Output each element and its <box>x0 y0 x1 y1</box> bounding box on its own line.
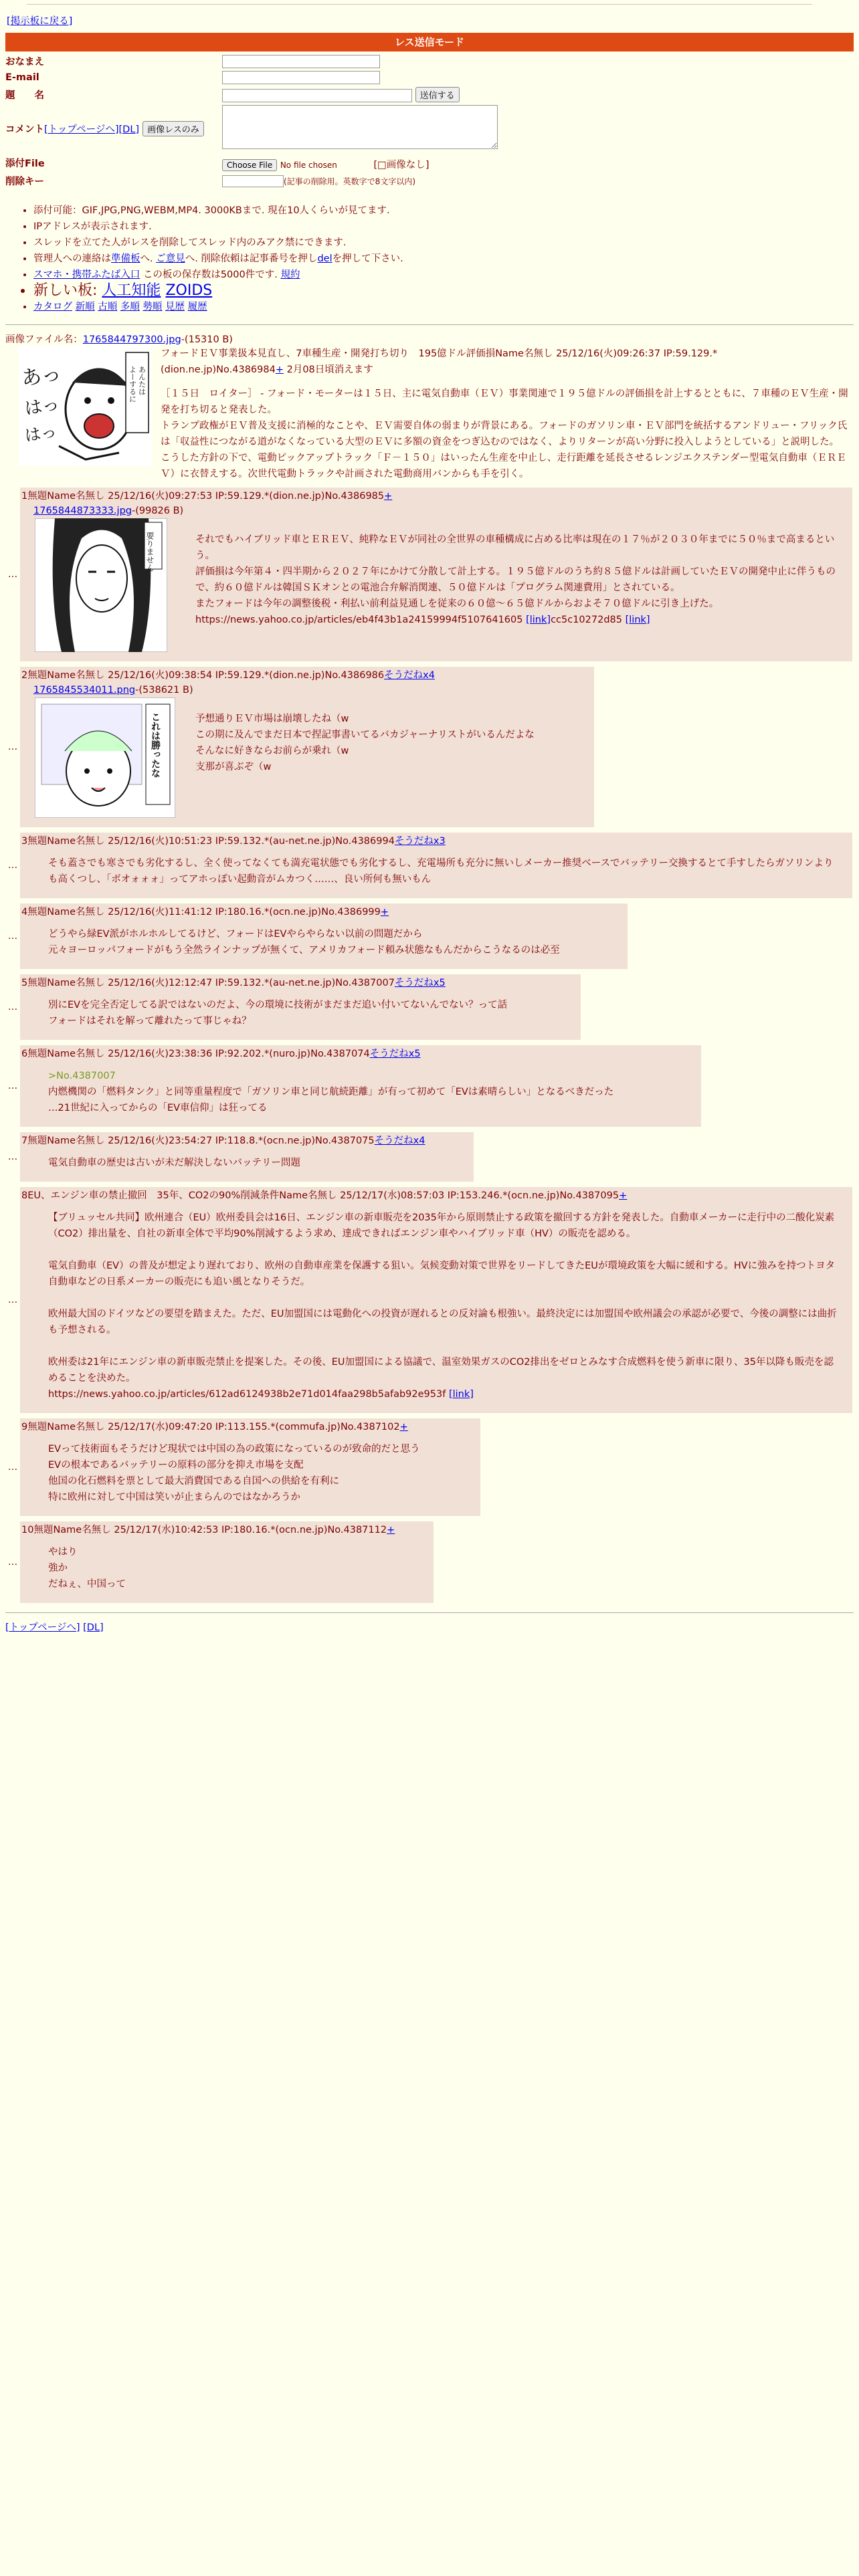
delete-key-note: (記事の削除用。英数字で8文字以内) <box>284 177 415 186</box>
reply-date: 25/12/16(火)09:27:53 <box>108 491 213 502</box>
reply-body <box>195 711 579 775</box>
reply-number: 2 <box>21 670 28 681</box>
reply-url-link[interactable]: [link] <box>526 615 551 625</box>
reply-url-tail: cc5c10272d85 <box>551 615 622 625</box>
reply-text: 内燃機関の「燃料タンク」と同等重量程度で「ガソリン車と同じ航続距離」が有って初めて「EVは素晴らしい」となるべきだった …21世紀に入ってからの「EV車信仰」は狂ってる <box>48 1087 614 1113</box>
reply-dots: … <box>7 569 18 580</box>
reply-no[interactable]: No.4386994 <box>335 836 395 847</box>
reply-mode-bar: レス送信モード <box>5 33 854 51</box>
reply-no[interactable]: No.4387102 <box>340 1422 400 1432</box>
reply-4 <box>20 903 628 969</box>
reply-2 <box>20 667 594 827</box>
reply-7 <box>20 1132 474 1182</box>
reply-text: 別にEVを完全否定してる訳ではないのだよ、今の環境に技術がまだまだ追い付いてないんでない？って話 フォードはそれを解って離れたって事じゃね？ <box>48 1000 508 1027</box>
sort-links <box>33 299 854 315</box>
op-file-link[interactable]: 1765844797300.jpg <box>82 334 181 345</box>
reply-ip: IP:180.16.*(ocn.ne.jp) <box>221 1525 328 1535</box>
image-reply-only-button[interactable]: 画像レスのみ <box>142 121 204 136</box>
reply-body <box>48 1155 459 1171</box>
reply-dots: … <box>7 1002 18 1012</box>
history-link[interactable]: 履歴 <box>187 302 207 312</box>
reply-name: 無題Name名無し <box>27 491 105 502</box>
reply-number: 3 <box>21 836 28 847</box>
reply-no[interactable]: No.4387075 <box>314 1136 375 1146</box>
reply-file-size: -(538621 B) <box>135 685 193 695</box>
note-contact-text: 管理人への連絡は <box>33 253 111 264</box>
reply-number: 10 <box>21 1525 34 1535</box>
reply-no[interactable]: No.4386986 <box>324 670 385 681</box>
reply-body <box>195 532 838 628</box>
reply-name: 無題Name名無し <box>27 836 105 847</box>
board-link-zoids[interactable]: ZOIDS <box>165 282 213 299</box>
reply-3 <box>20 833 852 898</box>
reply-ip: IP:180.16.*(ocn.ne.jp) <box>215 907 322 918</box>
reply-dots: … <box>7 742 18 752</box>
op-host-line: (dion.ne.jp)No.4386984 <box>161 364 276 375</box>
back-to-board <box>7 13 854 27</box>
top-page-link[interactable]: [トップページへ] <box>44 124 119 135</box>
svg-text:これは勝ったな: これは勝ったな <box>150 712 161 778</box>
reply-file-size: -(99826 B) <box>131 506 184 516</box>
footer-top-link[interactable]: [トップページへ] <box>5 1622 80 1633</box>
reply-6 <box>20 1045 701 1127</box>
sort-old-link[interactable]: 古順 <box>98 302 118 312</box>
reply-dots: … <box>7 860 18 871</box>
footer-dl-link[interactable]: [DL] <box>83 1622 104 1633</box>
reply-no[interactable]: No.4386985 <box>324 491 385 502</box>
no-image-checkbox[interactable]: □画像なし <box>377 160 425 171</box>
op-file-line <box>5 332 854 346</box>
reply-ip: IP:59.132.*(au-net.ne.jp) <box>215 978 336 988</box>
new-boards-label: 新しい板: <box>33 282 98 299</box>
new-boards <box>33 283 854 299</box>
reply-no[interactable]: No.4387007 <box>335 978 395 988</box>
reply-text: 【ブリュッセル共同】欧州連合（EU）欧州委員会は16日、エンジン車の新車販売を2035年から原則禁止する政策を撤回する方針を発表した。自動車メーカーに走行中の二酸化炭素（CO2）排出量を、自社の新車全体で平均90%削減するよう求め、達成できればエンジン車やハイブリッド車（HV）の販売を認める。 電気自動車（EV）の普及が想定より遅れており、欧州の自動車産業を保護する狙い。気候変動対策で世界をリードしてきたEUが環境政策を大幅に緩和する。HVに強みを持つトヨタ自動車などの日系メーカーの販売にも追い風となりそうだ。 欧州最大国のドイツなどの要望を踏まえた。ただ、EU加盟国には電動化への投資が遅れるとの反対論も根強い。最終決定には加盟国や欧州議会の承認が必要で、今後の調整には曲折も予想される。 欧州委は21年にエンジン車の新車販売禁止を提案した。その後、EU加盟国による協議で、温室効果ガスのCO2排出をゼロとみなす合成燃料を使う新車に限り、35年以降も販売を認めることを決めた。 <box>48 1212 837 1384</box>
reply-9 <box>20 1418 480 1516</box>
reply-ip: IP:118.8.*(ocn.ne.jp) <box>215 1136 315 1146</box>
reply-number: 9 <box>21 1422 28 1432</box>
no-image-bracket-close: ] <box>425 160 430 171</box>
reply-url: https://news.yahoo.co.jp/articles/612ad6124938b2e71d014faa298b5afab92e953f <box>48 1389 446 1400</box>
note-thread-ban: • スレッドを立てた人がレスを削除してスレッド内のみアク禁にできます. <box>33 235 854 251</box>
reply-8 <box>20 1187 852 1413</box>
reply-url-link[interactable]: [link] <box>448 1389 474 1400</box>
reply-no[interactable]: No.4387112 <box>327 1525 387 1535</box>
reply-number: 8 <box>21 1190 28 1201</box>
reply-number: 1 <box>21 491 28 502</box>
reply-row <box>5 488 854 661</box>
note-ip: • IPアドレスが表示されます. <box>33 219 854 235</box>
op-name-line: Name名無し 25/12/16(火)09:26:37 IP:59.129.* <box>495 348 718 359</box>
reply-date: 25/12/17(水)08:57:03 <box>340 1190 445 1201</box>
reply-body <box>48 1210 838 1402</box>
reply-dots: … <box>7 1462 18 1473</box>
reply-body <box>48 1441 466 1505</box>
svg-text:よーするに: よーするに <box>128 366 137 403</box>
reply-date: 25/12/16(火)11:41:12 <box>108 907 213 918</box>
reply-text: そも蓋さでも寒さでも劣化するし、全く使ってなくても満充電状態でも劣化するし、充電場所も充分に無いしメーカー推奨ベースでバッテリー交換するとて手すしたらガソリンよりも高くつし、「ボオォォォ」ってアホっぽい起動音がムカつく……、良い所何も無いもん <box>48 858 834 885</box>
reply-ip: IP:92.202.*(nuro.jp) <box>215 1049 311 1059</box>
reply-name: 無題Name名無し <box>27 907 105 918</box>
reply-file-link[interactable]: 1765845534011.png <box>33 685 136 695</box>
sort-new-link[interactable]: 新順 <box>75 302 95 312</box>
reply-name: EU、エンジン車の禁止撤回 35年、CO2の90%削減条件Name名無し <box>27 1190 337 1201</box>
reply-text: やはり 強か だねぇ、中国って <box>48 1547 126 1590</box>
sodane-button[interactable]: + <box>380 907 389 918</box>
reply-body <box>48 855 838 887</box>
del-link[interactable]: del <box>317 253 332 264</box>
sodane-button[interactable]: そうだねx4 <box>384 670 435 681</box>
dl-link[interactable]: [DL] <box>118 124 140 135</box>
reply-name: 無題Name名無し <box>33 1525 111 1535</box>
reply-image[interactable] <box>35 697 175 821</box>
reply-ip: IP:59.129.*(dion.ne.jp) <box>215 670 325 681</box>
reply-no[interactable]: No.4386999 <box>321 907 381 918</box>
sodane-button[interactable]: そうだねx4 <box>374 1136 425 1146</box>
subject-input[interactable] <box>222 89 412 102</box>
reply-number: 5 <box>21 978 28 988</box>
op-image[interactable] <box>19 346 151 469</box>
reply-text: それでもハイブリッド車とＥＲＥＶ、純粋なＥＶが同社の全世界の車種構成に占める比率は現在の１７％が２０３０年までに５０％まで高まるという。 評価損は今年第４・四半期から２０２７年にかけて分散して計上する。１９５億ドルのうち約８５億ドルは計画していたＥＶの開発中止に伴うもので、約６０億ドルは韓国ＳＫオンとの電池合弁解消関連、５０億ドルは「プログラム関連費用」とされている。 またフォードは今年の調整後税・利払い前利益見通しを従来の６０億～６５億ドルからおよそ７０億ドルに引き上げた。 <box>195 534 836 609</box>
reply-row <box>5 1132 854 1182</box>
op-sodane[interactable]: + <box>275 364 284 375</box>
reply-1 <box>20 488 852 661</box>
comment-label: コメント <box>5 124 44 135</box>
reply-ip: IP:59.132.*(au-net.ne.jp) <box>215 836 336 847</box>
catalog-link[interactable]: カタログ <box>33 302 72 312</box>
reply-text: EVって技術面もそうだけど現状では中国の為の政策になっているのが致命的だと思う EVの根本であるバッテリーの原料の部分を抑え市場を支配 他国の化石燃料を票として最大消費国である自国への供給を有利に 特に欧州に対して中国は笑いが止まらんのではなかろうか <box>48 1444 420 1503</box>
op-file-size: -(15310 B) <box>181 334 233 345</box>
reply-body <box>48 997 566 1029</box>
notes-list <box>5 203 854 315</box>
reply-date: 25/12/17(水)09:47:20 <box>108 1422 213 1432</box>
top-divider <box>27 4 812 5</box>
reply-row <box>5 974 854 1040</box>
note-mobile-text: この板の保存数は5000件です. <box>140 270 281 280</box>
page <box>5 12 854 1634</box>
mobile-entrance-link[interactable]: スマホ・携帯ふたば入口 <box>33 270 140 280</box>
sort-many-link[interactable]: 多順 <box>120 302 140 312</box>
board-link-ai[interactable]: 人工知能 <box>102 282 161 299</box>
note-contact-text-3: へ. 削除依頼は記事番号を押し <box>185 253 318 264</box>
reply-date: 25/12/16(火)23:54:27 <box>108 1136 213 1146</box>
sort-momentum-link[interactable]: 勢順 <box>142 302 163 312</box>
note-contact <box>33 251 854 267</box>
reply-text: 予想通りＥＶ市場は崩壊したね（w この期に及んでまだ日本で捏記事書いてるバカジャーナリストがいるんだよな そんなに好きならお前らが乗れ（w 支那が喜ぶぞ（w <box>195 714 535 772</box>
reply-dots: … <box>7 931 18 942</box>
replies <box>5 488 854 1603</box>
reply-row <box>5 667 854 827</box>
reply-no[interactable]: No.4387074 <box>310 1049 370 1059</box>
name-label: おなまえ <box>5 57 44 68</box>
reply-dots: … <box>7 1557 18 1568</box>
reply-date: 25/12/16(火)23:38:36 <box>108 1049 213 1059</box>
sodane-button[interactable]: + <box>619 1190 628 1201</box>
no-image-bracket-open: [ <box>373 160 378 171</box>
reply-row <box>5 1521 854 1603</box>
reply-5 <box>20 974 581 1040</box>
name-input[interactable] <box>222 55 380 68</box>
prep-board-link[interactable]: 準備板 <box>111 253 140 264</box>
reply-body <box>48 926 613 958</box>
reply-dots: … <box>7 1152 18 1162</box>
post-form <box>5 53 498 189</box>
reply-dots: … <box>7 1295 18 1305</box>
reply-number: 4 <box>21 907 28 918</box>
submit-button[interactable]: 送信する <box>415 87 460 102</box>
reply-ip: IP:59.129.*(dion.ne.jp) <box>215 491 325 502</box>
reply-name: 無題Name名無し <box>27 1136 105 1146</box>
reply-date: 25/12/16(火)12:12:47 <box>108 978 213 988</box>
sodane-button[interactable]: + <box>399 1422 408 1432</box>
svg-text:要りません: 要りません <box>145 532 155 572</box>
email-label: E-mail <box>5 72 39 83</box>
reply-row <box>5 1187 854 1413</box>
reply-text: どうやら緑EV派がホルホルしてるけど、フォードはEVやらやらない以前の問題だから 元々ヨーロッパフォードがもう全然ラインナップが無くて、アメリカフォード頼み状態なもんだからこうなるのは必至 <box>48 929 560 956</box>
reply-name: 無題Name名無し <box>27 978 105 988</box>
reply-row <box>5 833 854 898</box>
note-mobile <box>33 267 854 283</box>
reply-10 <box>20 1521 434 1603</box>
comment-textarea[interactable] <box>222 105 498 149</box>
reply-no[interactable]: No.4387095 <box>559 1190 619 1201</box>
reply-row <box>5 1045 854 1127</box>
note-contact-text-4: を押して下さい. <box>332 253 403 264</box>
svg-text:はっ: はっ <box>23 394 61 419</box>
rules-link[interactable]: 規約 <box>280 270 300 280</box>
reply-name: 無題Name名無し <box>27 670 105 681</box>
svg-text:あっ: あっ <box>19 362 63 391</box>
thread-divider <box>5 324 854 325</box>
reply-name: 無題Name名無し <box>27 1049 105 1059</box>
back-to-board-link[interactable]: [掲示板に戻る] <box>7 16 73 27</box>
reply-image[interactable] <box>35 518 167 655</box>
sodane-button[interactable]: そうだねx3 <box>394 836 446 847</box>
reply-url-link-2[interactable]: [link] <box>625 615 650 625</box>
op-title: フォードＥＶ事業扱本見直し、7車種生産・開発打ち切り 195億ドル評価損 <box>161 348 496 359</box>
op-body-text: ［１５日 ロイター］ - フォード・モーターは１５日、主に電気自動車（ＥＶ）事業関連で１９５億ドルの評価損を計上するとともに、７車種のＥＶ生産・開発を打ち切ると発表した。 トランプ政権がＥＶ普及支援に消極的なことや、ＥＶ需要自体の弱まりが背景にある。フォードのガソリン車・ＥＶ部門を統括するアンドリュー・フリック氏は「収益性につながる道がなくなっている大型のＥＶに多額の資金をつぎ込むのではなく、よりリターンが高い分野に投入しようとしている」と説明した。 こうした方針の下で、電動ピックアップトラック「Ｆ－１５０」はいったん生産を中止し、走行距離を延長させるレンジエクステンダー型電気自動車（ＥＲＥＶ）に衣替えする。次世代電動トラックや計画された電動商用バンからも手を引く。 <box>161 389 848 479</box>
reply-number: 6 <box>21 1049 28 1059</box>
file-label: 添付File <box>5 158 45 169</box>
op-post <box>5 332 854 482</box>
reply-body <box>48 1068 686 1116</box>
op-expiry: 2月08日頃消えます <box>283 364 373 375</box>
reply-body <box>48 1544 419 1592</box>
reply-date: 25/12/17(水)10:42:53 <box>114 1525 219 1535</box>
reply-number: 7 <box>21 1136 28 1146</box>
footer <box>5 1612 854 1634</box>
reply-file-link[interactable]: 1765844873333.jpg <box>33 506 132 516</box>
email-input[interactable] <box>222 71 380 84</box>
reply-ip: IP:153.246.*(ocn.ne.jp) <box>447 1190 560 1201</box>
feedback-link[interactable]: ご意見 <box>156 253 185 264</box>
reply-row <box>5 1418 854 1516</box>
reply-text: 電気自動車の歴史は古いが未だ解決しないバッテリー問題 <box>48 1158 300 1168</box>
delete-key-input[interactable] <box>222 175 284 187</box>
sodane-button[interactable]: そうだねx5 <box>369 1049 421 1059</box>
reply-quote: >No.4387007 <box>48 1071 116 1081</box>
note-contact-text-2: へ. <box>140 253 157 264</box>
reply-ip: IP:113.155.*(commufa.jp) <box>215 1422 341 1432</box>
subject-label: 題 名 <box>5 90 44 101</box>
op-file-prefix: 画像ファイル名： <box>5 334 83 345</box>
sodane-button[interactable]: + <box>387 1525 395 1535</box>
note-attachments: • 添付可能：GIF,JPG,PNG,WEBM,MP4. 3000KBまで. 現在10人くらいが見てます. <box>33 203 854 219</box>
reply-row <box>5 903 854 969</box>
delete-key-label: 削除キー <box>5 177 44 187</box>
svg-text:はっ: はっ <box>23 422 58 445</box>
reply-date: 25/12/16(火)10:51:23 <box>108 836 213 847</box>
sodane-button[interactable]: + <box>384 491 393 502</box>
reply-url: https://news.yahoo.co.jp/articles/eb4f43b1a24159994f5107641605 <box>195 615 523 625</box>
reply-dots: … <box>7 1081 18 1091</box>
reply-name: 無題Name名無し <box>27 1422 105 1432</box>
sodane-button[interactable]: そうだねx5 <box>394 978 446 988</box>
svg-text:あんたは: あんたは <box>137 366 147 395</box>
choose-file-button[interactable]: Choose File <box>222 159 277 171</box>
no-file-text: No file chosen <box>280 160 337 170</box>
view-history-link[interactable]: 見歴 <box>165 302 185 312</box>
reply-date: 25/12/16(火)09:38:54 <box>108 670 213 681</box>
